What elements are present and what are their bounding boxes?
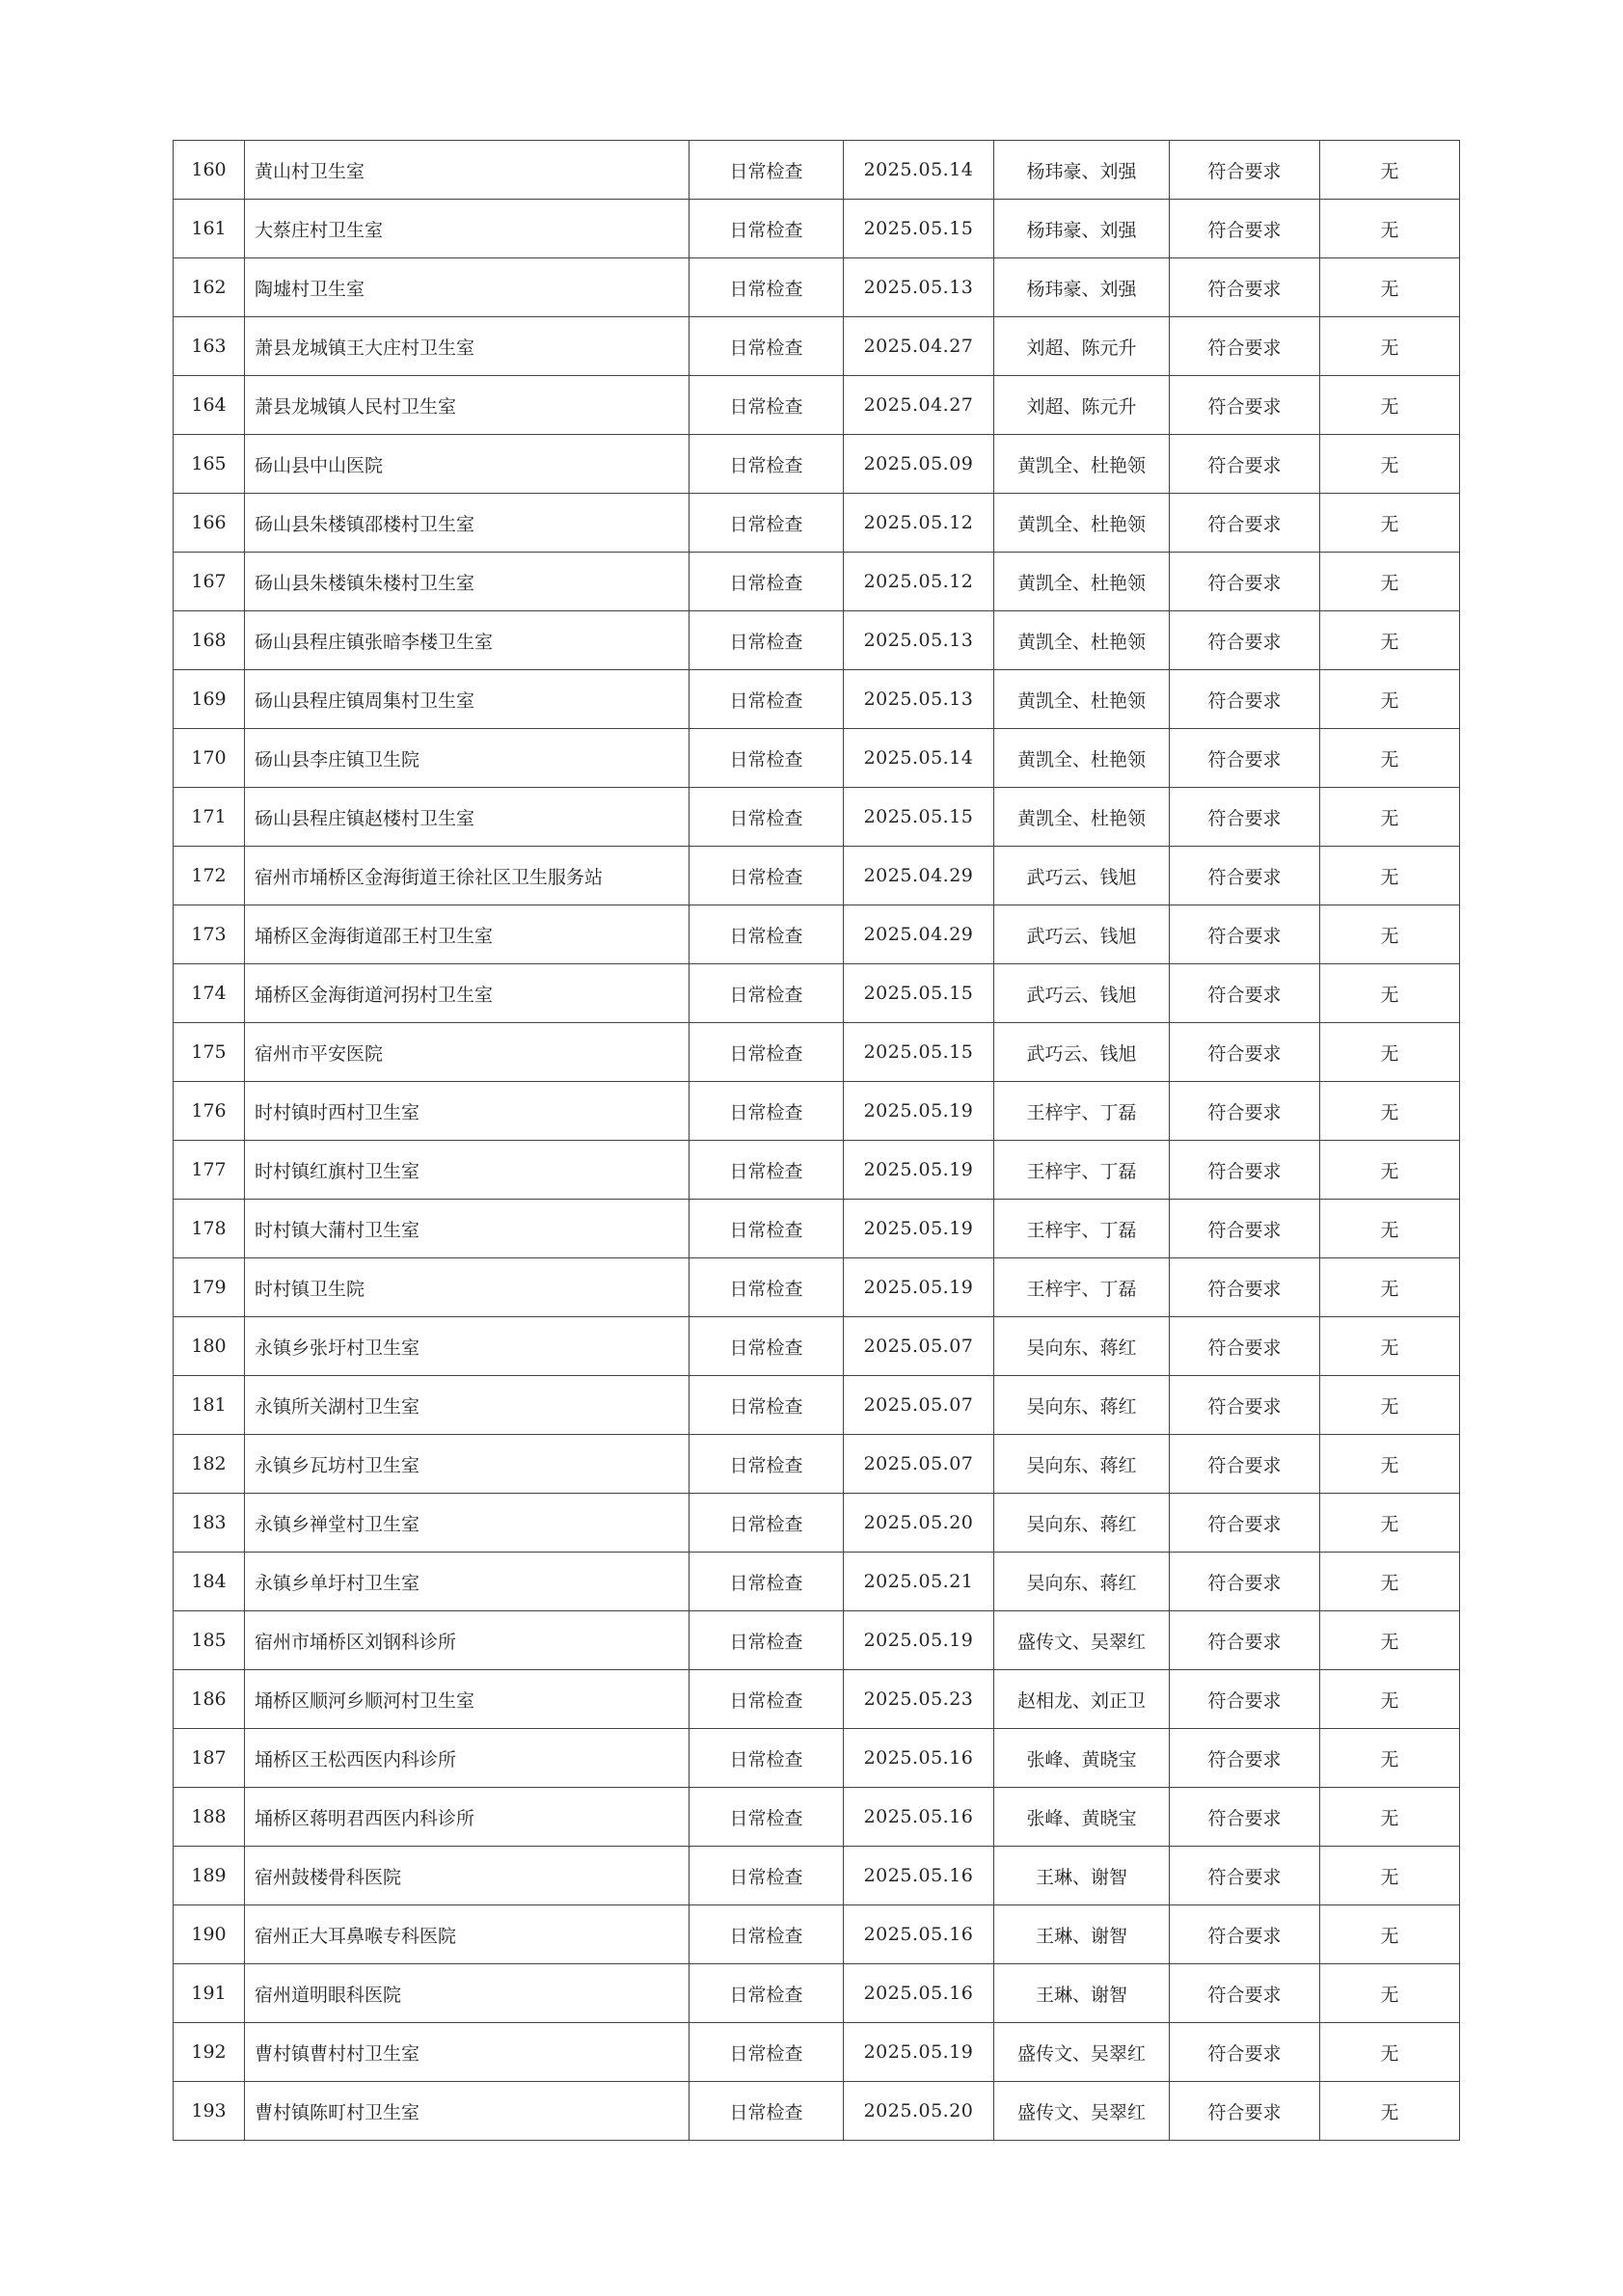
remark-cell: 无 xyxy=(1320,1905,1460,1964)
inspection-type-cell: 日常检查 xyxy=(690,1847,844,1905)
table-body xyxy=(174,141,1460,2141)
row-number-cell: 174 xyxy=(174,964,245,1023)
result-cell: 符合要求 xyxy=(1170,1258,1320,1317)
result-cell: 符合要求 xyxy=(1170,494,1320,553)
result-cell: 符合要求 xyxy=(1170,1553,1320,1611)
row-number-cell: 176 xyxy=(174,1082,245,1141)
inspection-date-cell: 2025.05.19 xyxy=(844,1611,994,1670)
table-row xyxy=(174,1023,1460,1082)
remark-cell: 无 xyxy=(1320,494,1460,553)
inspectors-cell: 黄凯全、杜艳领 xyxy=(994,788,1170,847)
inspection-type-cell: 日常检查 xyxy=(690,1082,844,1141)
facility-name-cell: 大蔡庄村卫生室 xyxy=(245,200,690,258)
facility-name-cell: 永镇所关湖村卫生室 xyxy=(245,1376,690,1435)
table-row xyxy=(174,1200,1460,1258)
inspection-date-cell: 2025.05.13 xyxy=(844,670,994,729)
result-cell: 符合要求 xyxy=(1170,847,1320,905)
facility-name-cell: 砀山县程庄镇赵楼村卫生室 xyxy=(245,788,690,847)
facility-name-cell: 埇桥区蒋明君西医内科诊所 xyxy=(245,1788,690,1847)
inspection-date-cell: 2025.04.27 xyxy=(844,376,994,435)
inspection-date-cell: 2025.05.16 xyxy=(844,1964,994,2023)
row-number-cell: 166 xyxy=(174,494,245,553)
result-cell: 符合要求 xyxy=(1170,141,1320,200)
inspectors-cell: 吴向东、蒋红 xyxy=(994,1376,1170,1435)
inspection-date-cell: 2025.05.19 xyxy=(844,1141,994,1200)
inspection-date-cell: 2025.05.19 xyxy=(844,1082,994,1141)
facility-name-cell: 砀山县李庄镇卫生院 xyxy=(245,729,690,788)
inspection-type-cell: 日常检查 xyxy=(690,847,844,905)
remark-cell: 无 xyxy=(1320,1847,1460,1905)
inspection-date-cell: 2025.04.29 xyxy=(844,905,994,964)
table-row xyxy=(174,611,1460,670)
table-row xyxy=(174,317,1460,376)
inspection-type-cell: 日常检查 xyxy=(690,1376,844,1435)
inspection-table-page xyxy=(173,140,1459,2141)
remark-cell: 无 xyxy=(1320,200,1460,258)
row-number-cell: 161 xyxy=(174,200,245,258)
row-number-cell: 177 xyxy=(174,1141,245,1200)
facility-name-cell: 永镇乡单圩村卫生室 xyxy=(245,1553,690,1611)
row-number-cell: 178 xyxy=(174,1200,245,1258)
table-row xyxy=(174,1729,1460,1788)
inspectors-cell: 黄凯全、杜艳领 xyxy=(994,553,1170,611)
row-number-cell: 162 xyxy=(174,258,245,317)
facility-name-cell: 宿州市平安医院 xyxy=(245,1023,690,1082)
facility-name-cell: 埇桥区金海街道河拐村卫生室 xyxy=(245,964,690,1023)
table-row xyxy=(174,435,1460,494)
inspection-date-cell: 2025.05.19 xyxy=(844,1258,994,1317)
result-cell: 符合要求 xyxy=(1170,376,1320,435)
table-row xyxy=(174,788,1460,847)
inspection-type-cell: 日常检查 xyxy=(690,1729,844,1788)
remark-cell: 无 xyxy=(1320,2023,1460,2082)
result-cell: 符合要求 xyxy=(1170,905,1320,964)
inspectors-cell: 盛传文、吴翠红 xyxy=(994,1611,1170,1670)
inspection-date-cell: 2025.05.12 xyxy=(844,553,994,611)
inspection-date-cell: 2025.05.23 xyxy=(844,1670,994,1729)
table-row xyxy=(174,2082,1460,2141)
result-cell: 符合要求 xyxy=(1170,670,1320,729)
table-row xyxy=(174,494,1460,553)
facility-name-cell: 永镇乡张圩村卫生室 xyxy=(245,1317,690,1376)
row-number-cell: 181 xyxy=(174,1376,245,1435)
inspection-type-cell: 日常检查 xyxy=(690,317,844,376)
row-number-cell: 173 xyxy=(174,905,245,964)
facility-name-cell: 宿州鼓楼骨科医院 xyxy=(245,1847,690,1905)
inspection-type-cell: 日常检查 xyxy=(690,258,844,317)
inspectors-cell: 武巧云、钱旭 xyxy=(994,1023,1170,1082)
inspection-date-cell: 2025.05.09 xyxy=(844,435,994,494)
remark-cell: 无 xyxy=(1320,1200,1460,1258)
inspection-type-cell: 日常检查 xyxy=(690,670,844,729)
inspection-type-cell: 日常检查 xyxy=(690,905,844,964)
inspectors-cell: 张峰、黄晓宝 xyxy=(994,1729,1170,1788)
remark-cell: 无 xyxy=(1320,670,1460,729)
row-number-cell: 187 xyxy=(174,1729,245,1788)
table-row xyxy=(174,1611,1460,1670)
result-cell: 符合要求 xyxy=(1170,1670,1320,1729)
inspectors-cell: 王梓宇、丁磊 xyxy=(994,1200,1170,1258)
facility-name-cell: 萧县龙城镇人民村卫生室 xyxy=(245,376,690,435)
row-number-cell: 188 xyxy=(174,1788,245,1847)
inspection-type-cell: 日常检查 xyxy=(690,1553,844,1611)
inspection-date-cell: 2025.04.27 xyxy=(844,317,994,376)
remark-cell: 无 xyxy=(1320,141,1460,200)
remark-cell: 无 xyxy=(1320,1964,1460,2023)
remark-cell: 无 xyxy=(1320,435,1460,494)
result-cell: 符合要求 xyxy=(1170,1141,1320,1200)
inspection-date-cell: 2025.05.07 xyxy=(844,1435,994,1494)
inspection-type-cell: 日常检查 xyxy=(690,435,844,494)
table-row xyxy=(174,1376,1460,1435)
inspectors-cell: 张峰、黄晓宝 xyxy=(994,1788,1170,1847)
facility-name-cell: 砀山县中山医院 xyxy=(245,435,690,494)
table-row xyxy=(174,376,1460,435)
facility-name-cell: 宿州正大耳鼻喉专科医院 xyxy=(245,1905,690,1964)
remark-cell: 无 xyxy=(1320,611,1460,670)
table-row xyxy=(174,1435,1460,1494)
inspection-type-cell: 日常检查 xyxy=(690,2082,844,2141)
table-row xyxy=(174,1494,1460,1553)
row-number-cell: 182 xyxy=(174,1435,245,1494)
table-row xyxy=(174,1082,1460,1141)
remark-cell: 无 xyxy=(1320,1317,1460,1376)
table-row xyxy=(174,729,1460,788)
remark-cell: 无 xyxy=(1320,1611,1460,1670)
facility-name-cell: 时村镇红旗村卫生室 xyxy=(245,1141,690,1200)
inspectors-cell: 黄凯全、杜艳领 xyxy=(994,494,1170,553)
table-row xyxy=(174,1847,1460,1905)
inspection-date-cell: 2025.05.19 xyxy=(844,2023,994,2082)
inspection-type-cell: 日常检查 xyxy=(690,1317,844,1376)
facility-name-cell: 曹村镇曹村村卫生室 xyxy=(245,2023,690,2082)
inspection-date-cell: 2025.05.15 xyxy=(844,788,994,847)
result-cell: 符合要求 xyxy=(1170,1435,1320,1494)
table-row xyxy=(174,553,1460,611)
inspectors-cell: 盛传文、吴翠红 xyxy=(994,2023,1170,2082)
table-row xyxy=(174,2023,1460,2082)
remark-cell: 无 xyxy=(1320,964,1460,1023)
inspection-type-cell: 日常检查 xyxy=(690,788,844,847)
inspection-date-cell: 2025.05.19 xyxy=(844,1200,994,1258)
inspection-type-cell: 日常检查 xyxy=(690,553,844,611)
inspection-date-cell: 2025.05.07 xyxy=(844,1317,994,1376)
inspectors-cell: 吴向东、蒋红 xyxy=(994,1435,1170,1494)
inspection-date-cell: 2025.05.12 xyxy=(844,494,994,553)
inspectors-cell: 王琳、谢智 xyxy=(994,1847,1170,1905)
facility-name-cell: 时村镇时西村卫生室 xyxy=(245,1082,690,1141)
remark-cell: 无 xyxy=(1320,905,1460,964)
remark-cell: 无 xyxy=(1320,788,1460,847)
inspectors-cell: 吴向东、蒋红 xyxy=(994,1494,1170,1553)
inspection-date-cell: 2025.05.13 xyxy=(844,611,994,670)
inspection-type-cell: 日常检查 xyxy=(690,2023,844,2082)
table-row xyxy=(174,1141,1460,1200)
row-number-cell: 160 xyxy=(174,141,245,200)
row-number-cell: 179 xyxy=(174,1258,245,1317)
facility-name-cell: 宿州市埇桥区刘钢科诊所 xyxy=(245,1611,690,1670)
table-row xyxy=(174,905,1460,964)
inspection-date-cell: 2025.05.21 xyxy=(844,1553,994,1611)
row-number-cell: 168 xyxy=(174,611,245,670)
result-cell: 符合要求 xyxy=(1170,2023,1320,2082)
inspection-type-cell: 日常检查 xyxy=(690,1670,844,1729)
inspection-date-cell: 2025.05.13 xyxy=(844,258,994,317)
inspectors-cell: 王梓宇、丁磊 xyxy=(994,1258,1170,1317)
result-cell: 符合要求 xyxy=(1170,1376,1320,1435)
table-row xyxy=(174,1788,1460,1847)
inspectors-cell: 吴向东、蒋红 xyxy=(994,1553,1170,1611)
row-number-cell: 191 xyxy=(174,1964,245,2023)
inspectors-cell: 武巧云、钱旭 xyxy=(994,847,1170,905)
facility-name-cell: 砀山县朱楼镇朱楼村卫生室 xyxy=(245,553,690,611)
facility-name-cell: 砀山县程庄镇周集村卫生室 xyxy=(245,670,690,729)
inspectors-cell: 王梓宇、丁磊 xyxy=(994,1141,1170,1200)
facility-name-cell: 黄山村卫生室 xyxy=(245,141,690,200)
result-cell: 符合要求 xyxy=(1170,553,1320,611)
remark-cell: 无 xyxy=(1320,729,1460,788)
inspectors-cell: 王梓宇、丁磊 xyxy=(994,1082,1170,1141)
inspection-type-cell: 日常检查 xyxy=(690,729,844,788)
remark-cell: 无 xyxy=(1320,1258,1460,1317)
result-cell: 符合要求 xyxy=(1170,200,1320,258)
inspection-type-cell: 日常检查 xyxy=(690,1964,844,2023)
inspectors-cell: 杨玮豪、刘强 xyxy=(994,200,1170,258)
inspection-date-cell: 2025.05.16 xyxy=(844,1729,994,1788)
remark-cell: 无 xyxy=(1320,553,1460,611)
row-number-cell: 172 xyxy=(174,847,245,905)
inspectors-cell: 赵相龙、刘正卫 xyxy=(994,1670,1170,1729)
table-row xyxy=(174,200,1460,258)
row-number-cell: 167 xyxy=(174,553,245,611)
inspection-table xyxy=(173,140,1460,2141)
result-cell: 符合要求 xyxy=(1170,1905,1320,1964)
table-row xyxy=(174,1905,1460,1964)
table-row xyxy=(174,1317,1460,1376)
result-cell: 符合要求 xyxy=(1170,1788,1320,1847)
row-number-cell: 171 xyxy=(174,788,245,847)
facility-name-cell: 宿州市埇桥区金海街道王徐社区卫生服务站 xyxy=(245,847,690,905)
inspection-type-cell: 日常检查 xyxy=(690,1141,844,1200)
inspectors-cell: 黄凯全、杜艳领 xyxy=(994,729,1170,788)
row-number-cell: 190 xyxy=(174,1905,245,1964)
inspection-date-cell: 2025.05.20 xyxy=(844,2082,994,2141)
remark-cell: 无 xyxy=(1320,1670,1460,1729)
result-cell: 符合要求 xyxy=(1170,1023,1320,1082)
remark-cell: 无 xyxy=(1320,1494,1460,1553)
result-cell: 符合要求 xyxy=(1170,729,1320,788)
table-row xyxy=(174,1964,1460,2023)
inspectors-cell: 武巧云、钱旭 xyxy=(994,964,1170,1023)
inspectors-cell: 吴向东、蒋红 xyxy=(994,1317,1170,1376)
remark-cell: 无 xyxy=(1320,258,1460,317)
inspection-date-cell: 2025.05.16 xyxy=(844,1788,994,1847)
inspectors-cell: 盛传文、吴翠红 xyxy=(994,2082,1170,2141)
row-number-cell: 184 xyxy=(174,1553,245,1611)
remark-cell: 无 xyxy=(1320,317,1460,376)
inspection-type-cell: 日常检查 xyxy=(690,200,844,258)
row-number-cell: 183 xyxy=(174,1494,245,1553)
row-number-cell: 185 xyxy=(174,1611,245,1670)
table-row xyxy=(174,670,1460,729)
inspection-date-cell: 2025.05.16 xyxy=(844,1905,994,1964)
remark-cell: 无 xyxy=(1320,1553,1460,1611)
table-row xyxy=(174,847,1460,905)
inspectors-cell: 杨玮豪、刘强 xyxy=(994,258,1170,317)
row-number-cell: 180 xyxy=(174,1317,245,1376)
inspectors-cell: 黄凯全、杜艳领 xyxy=(994,670,1170,729)
row-number-cell: 165 xyxy=(174,435,245,494)
remark-cell: 无 xyxy=(1320,847,1460,905)
table-row xyxy=(174,1258,1460,1317)
inspectors-cell: 武巧云、钱旭 xyxy=(994,905,1170,964)
remark-cell: 无 xyxy=(1320,1729,1460,1788)
row-number-cell: 170 xyxy=(174,729,245,788)
row-number-cell: 169 xyxy=(174,670,245,729)
inspection-date-cell: 2025.05.14 xyxy=(844,729,994,788)
inspection-type-cell: 日常检查 xyxy=(690,1494,844,1553)
result-cell: 符合要求 xyxy=(1170,1317,1320,1376)
inspection-date-cell: 2025.05.16 xyxy=(844,1847,994,1905)
remark-cell: 无 xyxy=(1320,376,1460,435)
row-number-cell: 189 xyxy=(174,1847,245,1905)
inspectors-cell: 王琳、谢智 xyxy=(994,1905,1170,1964)
facility-name-cell: 永镇乡瓦坊村卫生室 xyxy=(245,1435,690,1494)
remark-cell: 无 xyxy=(1320,1788,1460,1847)
inspection-type-cell: 日常检查 xyxy=(690,1258,844,1317)
facility-name-cell: 埇桥区金海街道邵王村卫生室 xyxy=(245,905,690,964)
remark-cell: 无 xyxy=(1320,1141,1460,1200)
inspectors-cell: 刘超、陈元升 xyxy=(994,317,1170,376)
inspection-type-cell: 日常检查 xyxy=(690,1023,844,1082)
row-number-cell: 192 xyxy=(174,2023,245,2082)
facility-name-cell: 埇桥区王松西医内科诊所 xyxy=(245,1729,690,1788)
result-cell: 符合要求 xyxy=(1170,964,1320,1023)
facility-name-cell: 萧县龙城镇王大庄村卫生室 xyxy=(245,317,690,376)
inspection-type-cell: 日常检查 xyxy=(690,1788,844,1847)
inspectors-cell: 王琳、谢智 xyxy=(994,1964,1170,2023)
result-cell: 符合要求 xyxy=(1170,317,1320,376)
facility-name-cell: 砀山县朱楼镇邵楼村卫生室 xyxy=(245,494,690,553)
inspection-type-cell: 日常检查 xyxy=(690,141,844,200)
inspection-type-cell: 日常检查 xyxy=(690,1200,844,1258)
inspection-date-cell: 2025.05.15 xyxy=(844,200,994,258)
result-cell: 符合要求 xyxy=(1170,1494,1320,1553)
table-row xyxy=(174,141,1460,200)
inspection-date-cell: 2025.05.07 xyxy=(844,1376,994,1435)
facility-name-cell: 陶墟村卫生室 xyxy=(245,258,690,317)
row-number-cell: 175 xyxy=(174,1023,245,1082)
inspection-type-cell: 日常检查 xyxy=(690,1905,844,1964)
facility-name-cell: 永镇乡禅堂村卫生室 xyxy=(245,1494,690,1553)
table-row xyxy=(174,964,1460,1023)
row-number-cell: 164 xyxy=(174,376,245,435)
result-cell: 符合要求 xyxy=(1170,1611,1320,1670)
facility-name-cell: 宿州道明眼科医院 xyxy=(245,1964,690,2023)
inspection-date-cell: 2025.05.20 xyxy=(844,1494,994,1553)
remark-cell: 无 xyxy=(1320,1376,1460,1435)
facility-name-cell: 埇桥区顺河乡顺河村卫生室 xyxy=(245,1670,690,1729)
facility-name-cell: 时村镇卫生院 xyxy=(245,1258,690,1317)
facility-name-cell: 曹村镇陈町村卫生室 xyxy=(245,2082,690,2141)
inspection-type-cell: 日常检查 xyxy=(690,611,844,670)
inspectors-cell: 刘超、陈元升 xyxy=(994,376,1170,435)
table-row xyxy=(174,1553,1460,1611)
result-cell: 符合要求 xyxy=(1170,258,1320,317)
inspectors-cell: 杨玮豪、刘强 xyxy=(994,141,1170,200)
result-cell: 符合要求 xyxy=(1170,435,1320,494)
table-row xyxy=(174,1670,1460,1729)
remark-cell: 无 xyxy=(1320,1082,1460,1141)
row-number-cell: 163 xyxy=(174,317,245,376)
result-cell: 符合要求 xyxy=(1170,1729,1320,1788)
inspection-date-cell: 2025.05.14 xyxy=(844,141,994,200)
result-cell: 符合要求 xyxy=(1170,1082,1320,1141)
facility-name-cell: 砀山县程庄镇张暗李楼卫生室 xyxy=(245,611,690,670)
inspection-date-cell: 2025.04.29 xyxy=(844,847,994,905)
facility-name-cell: 时村镇大蒲村卫生室 xyxy=(245,1200,690,1258)
inspection-type-cell: 日常检查 xyxy=(690,376,844,435)
inspection-type-cell: 日常检查 xyxy=(690,494,844,553)
result-cell: 符合要求 xyxy=(1170,611,1320,670)
inspectors-cell: 黄凯全、杜艳领 xyxy=(994,435,1170,494)
result-cell: 符合要求 xyxy=(1170,2082,1320,2141)
remark-cell: 无 xyxy=(1320,1023,1460,1082)
result-cell: 符合要求 xyxy=(1170,1200,1320,1258)
inspection-type-cell: 日常检查 xyxy=(690,1435,844,1494)
row-number-cell: 193 xyxy=(174,2082,245,2141)
result-cell: 符合要求 xyxy=(1170,1964,1320,2023)
row-number-cell: 186 xyxy=(174,1670,245,1729)
inspectors-cell: 黄凯全、杜艳领 xyxy=(994,611,1170,670)
result-cell: 符合要求 xyxy=(1170,788,1320,847)
inspection-type-cell: 日常检查 xyxy=(690,964,844,1023)
inspection-date-cell: 2025.05.15 xyxy=(844,964,994,1023)
inspection-type-cell: 日常检查 xyxy=(690,1611,844,1670)
inspection-date-cell: 2025.05.15 xyxy=(844,1023,994,1082)
table-row xyxy=(174,258,1460,317)
remark-cell: 无 xyxy=(1320,1435,1460,1494)
remark-cell: 无 xyxy=(1320,2082,1460,2141)
result-cell: 符合要求 xyxy=(1170,1847,1320,1905)
